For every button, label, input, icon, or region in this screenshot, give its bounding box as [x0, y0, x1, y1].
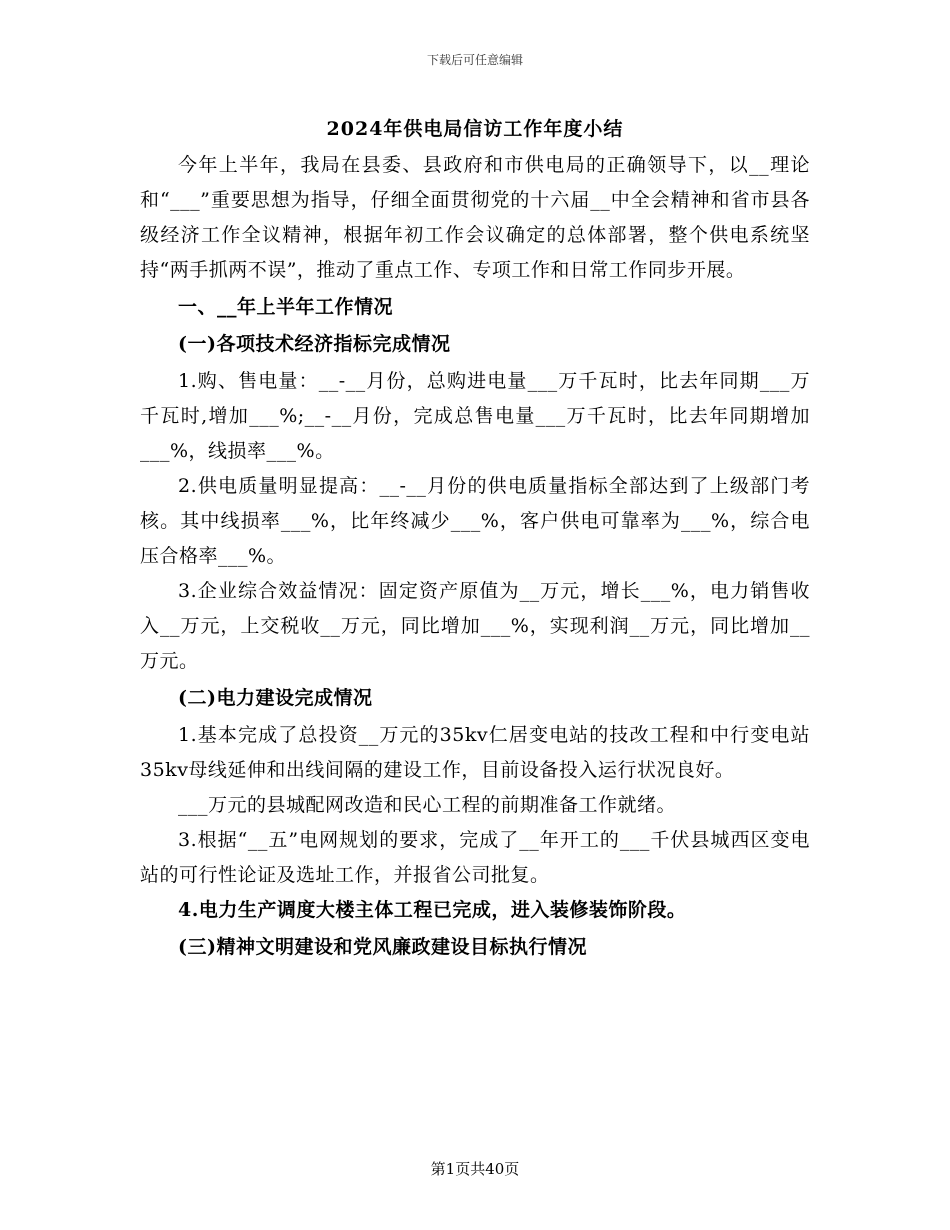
header-note: 下载后可任意编辑 — [426, 53, 523, 67]
paragraph-item: 3.根据“__五”电网规划的要求，完成了__年开工的___千伏县城西区变电站的可行性论证及选址工作，并报省公司批复。 — [140, 829, 810, 886]
paragraph-item: 2.供电质量明显提高：__-__月份的供电质量指标全部达到了上级部门考核。其中线损率___%，比年终减少___%，客户供电可靠率为___%，综合电压合格率___%。 — [140, 475, 810, 567]
subsection-heading-3: (三)精神文明建设和党风廉政建设目标执行情况 — [178, 936, 587, 958]
document-title: 2024年供电局信访工作年度小结 — [326, 118, 624, 140]
paragraph-item: 1.购、售电量：__-__月份，总购进电量___万千瓦时，比去年同期___万千瓦时,增加___%;__-__月份，完成总售电量___万千瓦时，比去年同期增加___%，线损率___%。 — [140, 370, 810, 462]
section-heading-1: 一、__年上半年工作情况 — [178, 296, 394, 318]
paragraph-intro: 今年上半年，我局在县委、县政府和市供电局的正确领导下，以__理论和“___”重要思想为指导，仔细全面贯彻党的十六届__中全会精神和省市县各级经济工作全议精神，根据年初工作会议确定的总体部署，整个供电系统坚持“两手抓两不误”，推动了重点工作、专项工作和日常工作同步开展。 — [140, 154, 810, 281]
paragraph-item-bold: 4.电力生产调度大楼主体工程已完成，进入装修装饰阶段。 — [178, 899, 687, 921]
subsection-heading-2: (二)电力建设完成情况 — [178, 687, 373, 709]
paragraph-item: ___万元的县城配网改造和民心工程的前期准备工作就绪。 — [178, 794, 677, 816]
paragraph-item: 1.基本完成了总投资__万元的35kv仁居变电站的技改工程和中行变电站35kv母线延伸和出线间隔的建设工作，目前设备投入运行状况良好。 — [140, 724, 810, 781]
paragraph-item: 3.企业综合效益情况：固定资产原值为__万元，增长___%，电力销售收入__万元，上交税收__万元，同比增加___%，实现利润__万元，同比增加__万元。 — [140, 580, 810, 672]
page-footer: 第1页共40页 — [430, 1160, 520, 1178]
subsection-heading-1: (一)各项技术经济指标完成情况 — [178, 333, 451, 355]
document-body — [140, 148, 810, 967]
